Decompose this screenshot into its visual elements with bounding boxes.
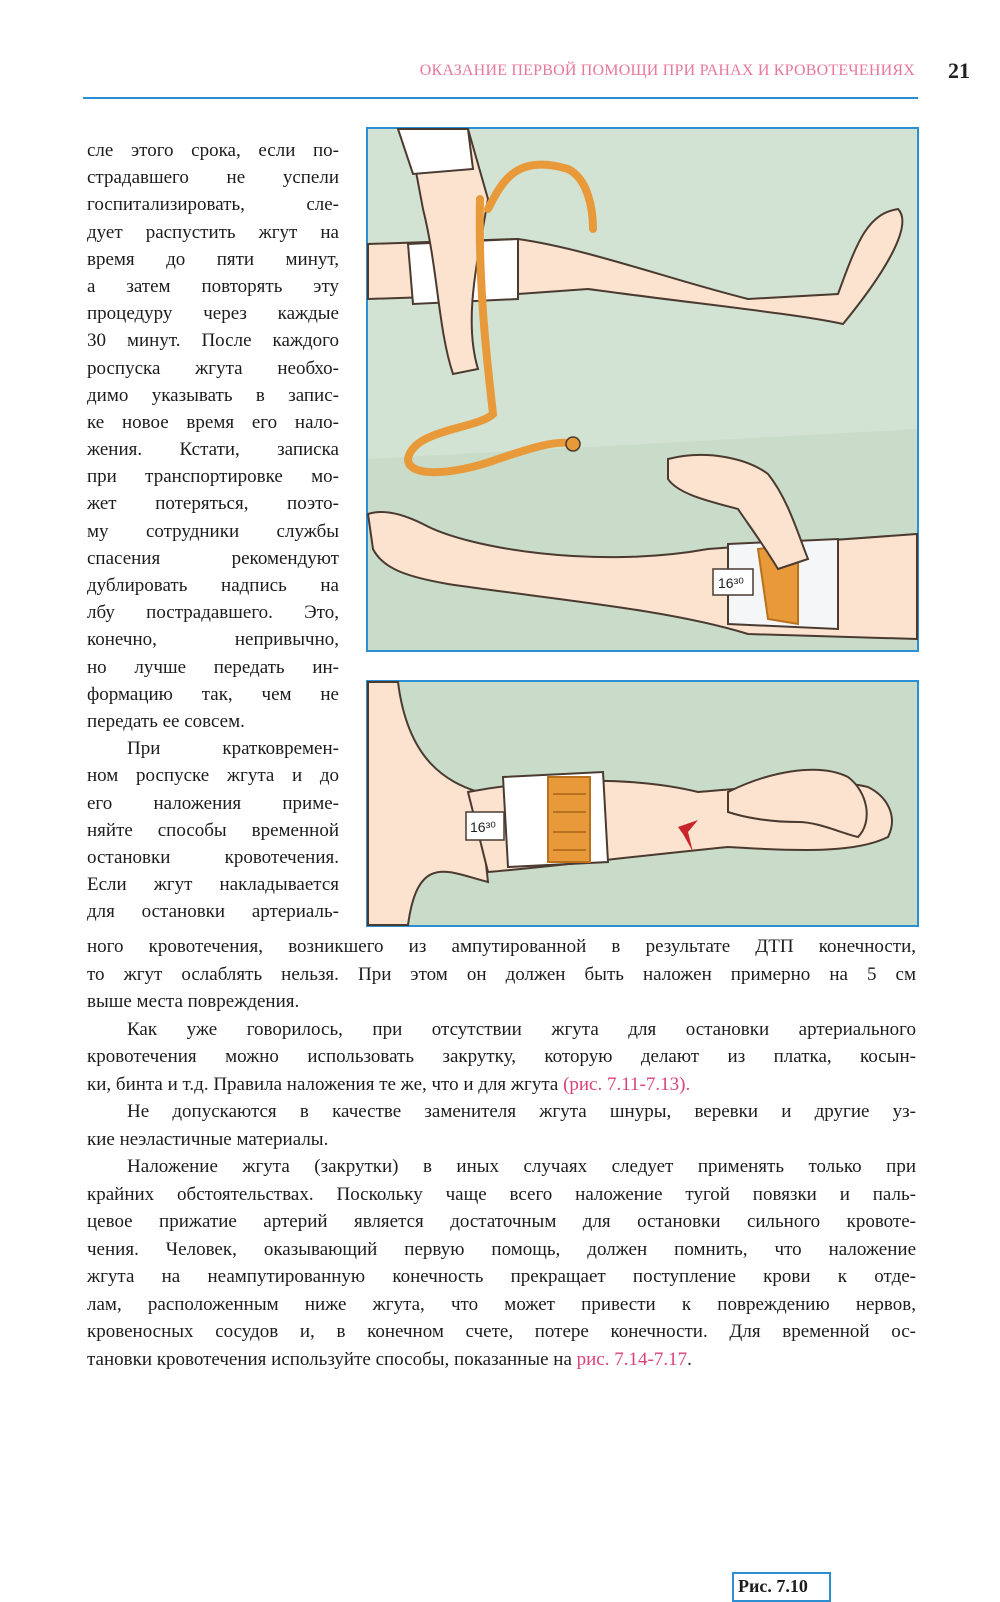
text-line: спасения рекомендуют — [87, 547, 339, 569]
text-line: его наложения приме- — [87, 792, 339, 814]
text-line: время до пяти минут, — [87, 248, 339, 270]
running-header-title: ОКАЗАНИЕ ПЕРВОЙ ПОМОЩИ ПРИ РАНАХ И КРОВОТЕЧЕНИЯХ — [419, 62, 915, 79]
text-line: формацию так, чем не — [87, 683, 339, 705]
text-line: Наложение жгута (закрутки) в иных случаях следует применять только при — [127, 1156, 916, 1177]
text-line: жет потеряться, поэто- — [87, 493, 339, 515]
text-line: остановки кровотечения. — [87, 846, 339, 868]
text-line: сле этого срока, если по- — [87, 140, 339, 161]
figure-reference-link[interactable]: рис. 7.14-7.17 — [576, 1348, 688, 1370]
text-line: при транспортировке мо- — [87, 466, 339, 488]
text-line: няйте способы временной — [87, 819, 339, 841]
text-line: выше места повреждения. — [87, 991, 300, 1012]
text-line: кие неэластичные материалы. — [87, 1128, 329, 1150]
text-line: дублировать надпись на — [87, 575, 339, 596]
text-line: жгута на неампутированную конечность прекращает поступление крови к отде- — [87, 1266, 916, 1287]
text-line: передать ее совсем. — [87, 710, 245, 732]
text-line: роспуска жгута необхо- — [87, 357, 339, 379]
text-line: жения. Кстати, записка — [87, 439, 339, 461]
text-line: конечно, непривычно, — [87, 629, 339, 651]
text-line: При кратковремен- — [127, 738, 339, 760]
header-rule — [83, 97, 918, 99]
text-line: процедуру через каждые — [87, 303, 339, 325]
text-line: то жгут ослаблять нельзя. При этом он должен быть наложен примерно на 5 см — [87, 963, 916, 985]
figure-7-9 — [366, 127, 919, 652]
text-line: для остановки артериаль- — [87, 901, 339, 923]
text-line: лам, расположенным ниже жгута, что может привести к повреждению нервов, — [87, 1293, 916, 1315]
text-line: кровеносных сосудов и, в конечном счете, потере конечности. Для временной ос- — [87, 1321, 916, 1342]
column-paragraph — [87, 137, 339, 925]
note-time-label: 16³⁰ — [718, 575, 744, 591]
figure-reference-link[interactable]: (рис. 7.11-7.13). — [563, 1073, 691, 1095]
full-width-text — [87, 933, 916, 1373]
text-line: лбу пострадавшего. Это, — [87, 602, 339, 624]
text-fragment: ки, бинта и т.д. Правила наложения те же, что и для жгута — [87, 1073, 559, 1095]
text-line: а затем повторять эту — [87, 275, 339, 297]
text-line: Не допускаются в качестве заменителя жгута шнуры, веревки и другие уз- — [127, 1101, 916, 1122]
arm-tourniquet-illustration — [368, 682, 917, 925]
text-line: Как уже говорилось, при отсутствии жгута для остановки артериального — [127, 1018, 916, 1040]
text-line: Если жгут накладывается — [87, 874, 339, 896]
text-line: кровотечения можно использовать закрутку, которую делают из платка, косын- — [87, 1046, 916, 1067]
text-line-with-ref — [87, 1071, 916, 1099]
text-line: крайних обстоятельствах. Поскольку чаще всего наложение тугой повязки и паль- — [87, 1183, 916, 1205]
text-line: 30 минут. После каждого — [87, 330, 339, 352]
text-line-with-ref — [87, 1346, 916, 1374]
text-line: ке новое время его нало- — [87, 411, 339, 433]
figure-caption: Рис. 7.10 — [732, 1572, 831, 1602]
text-line: цевое прижатие артерий является достаточным для остановки сильного кровоте- — [87, 1211, 916, 1232]
text-line: страдавшего не успели — [87, 167, 339, 189]
text-line: дует распустить жгут на — [87, 221, 339, 243]
text-line: но лучше передать ин- — [87, 656, 339, 678]
note-time-label: 16³⁰ — [470, 819, 496, 835]
text-line: госпитализировать, сле- — [87, 194, 339, 216]
text-line: чения. Человек, оказывающий первую помощь, должен помнить, что наложение — [87, 1238, 916, 1260]
page-number: 21 — [948, 58, 970, 83]
tourniquet-application-illustration — [368, 129, 917, 650]
text-fragment: тановки кровотечения используйте способы, показанные на — [87, 1348, 572, 1370]
text-line: димо указывать в запис- — [87, 384, 339, 406]
sentence-period: . — [687, 1348, 692, 1370]
text-line: му сотрудники службы — [87, 520, 339, 542]
text-line: ном роспуске жгута и до — [87, 765, 339, 787]
text-line: ного кровотечения, возникшего из ампутированной в результате ДТП конечности, — [87, 936, 916, 957]
